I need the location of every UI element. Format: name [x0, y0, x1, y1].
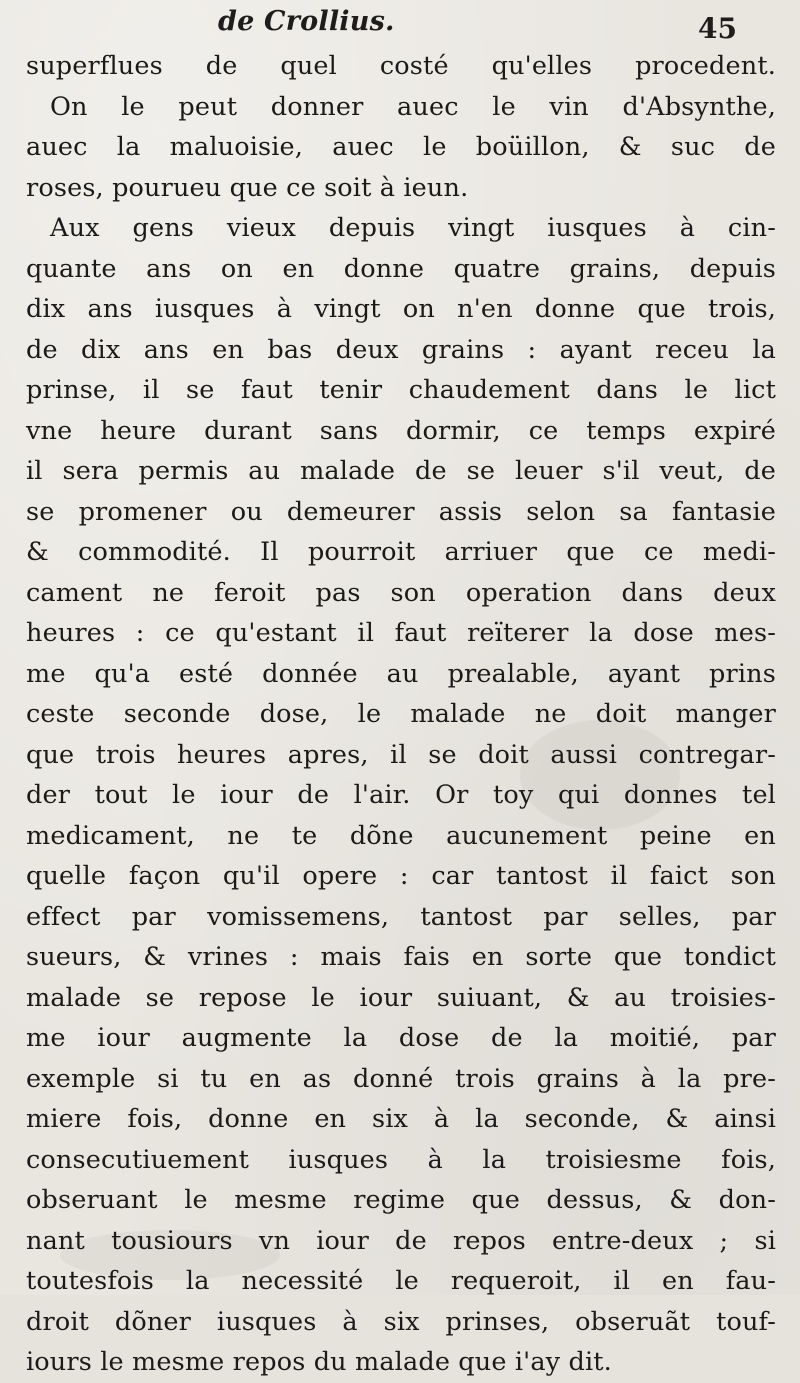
- text-line: roses, pourueu que ce soit à ieun.: [26, 172, 469, 203]
- text-line: obseruant le mesme regime que dessus, & don-: [26, 1185, 776, 1215]
- text-line: que trois heures apres, il se doit aussi contregar-: [26, 739, 776, 770]
- text-line: On le peut donner auec le vin d'Absynthe,: [50, 91, 776, 122]
- text-line: miere fois, donne en six à la seconde, & ainsi: [26, 1104, 776, 1134]
- text-line: medicament, ne te dõne aucunement peine en: [26, 820, 776, 851]
- text-line: me iour augmente la dose de la moitié, par: [26, 1023, 776, 1053]
- text-line: nant tousiours vn iour de repos entre-deux ; si: [26, 1225, 776, 1256]
- text-line: malade se repose le iour suiuant, & au troisies-: [26, 982, 776, 1013]
- text-line: il sera permis au malade de se leuer s'il veut, de: [26, 456, 776, 486]
- text-line: cament ne feroit pas son operation dans deux: [26, 577, 776, 608]
- text-line: effect par vomissemens, tantost par selles, par: [26, 901, 776, 932]
- text-line: se promener ou demeurer assis selon sa fantasie: [26, 496, 776, 527]
- text-line: dix ans iusques à vingt on n'en donne que trois,: [26, 294, 776, 324]
- text-line: exemple si tu en as donné trois grains à la pre-: [26, 1063, 776, 1094]
- page-header: [0, 6, 800, 46]
- text-line: der tout le iour de l'air. Or toy qui donnes tel: [26, 780, 776, 810]
- text-line: Aux gens vieux depuis vingt iusques à cin-: [50, 213, 776, 243]
- text-line: heures : ce qu'estant il faut reïterer la dose mes-: [26, 618, 776, 648]
- text-line: quelle façon qu'il opere : car tantost il faict son: [26, 861, 776, 891]
- text-line: vne heure durant sans dormir, ce temps expiré: [26, 415, 776, 446]
- page-number: 45: [698, 12, 737, 45]
- text-line: iours le mesme repos du malade que i'ay dit.: [26, 1347, 612, 1377]
- text-line: sueurs, & vrines : mais fais en sorte que tondict: [26, 942, 776, 972]
- text-line: toutesfois la necessité le requeroit, il en fau-: [26, 1266, 776, 1296]
- text-line: droit dõner iusques à six prinses, obseruãt touf-: [26, 1306, 776, 1337]
- running-head: de Crollius.: [218, 6, 395, 37]
- body-text: [26, 46, 776, 1383]
- text-line: ceste seconde dose, le malade ne doit manger: [26, 699, 776, 729]
- text-line: prinse, il se faut tenir chaudement dans le lict: [26, 375, 776, 405]
- text-line: me qu'a esté donnée au prealable, ayant prins: [26, 658, 776, 689]
- text-line: de dix ans en bas deux grains : ayant receu la: [26, 334, 776, 365]
- text-line: superflues de quel costé qu'elles procedent.: [26, 51, 776, 81]
- text-line: consecutiuement iusques à la troisiesme fois,: [26, 1144, 776, 1175]
- text-line: auec la maluoisie, auec le boüillon, & suc de: [26, 132, 776, 162]
- text-line: & commodité. Il pourroit arriuer que ce medi-: [26, 537, 776, 567]
- text-line: quante ans on en donne quatre grains, depuis: [26, 253, 776, 284]
